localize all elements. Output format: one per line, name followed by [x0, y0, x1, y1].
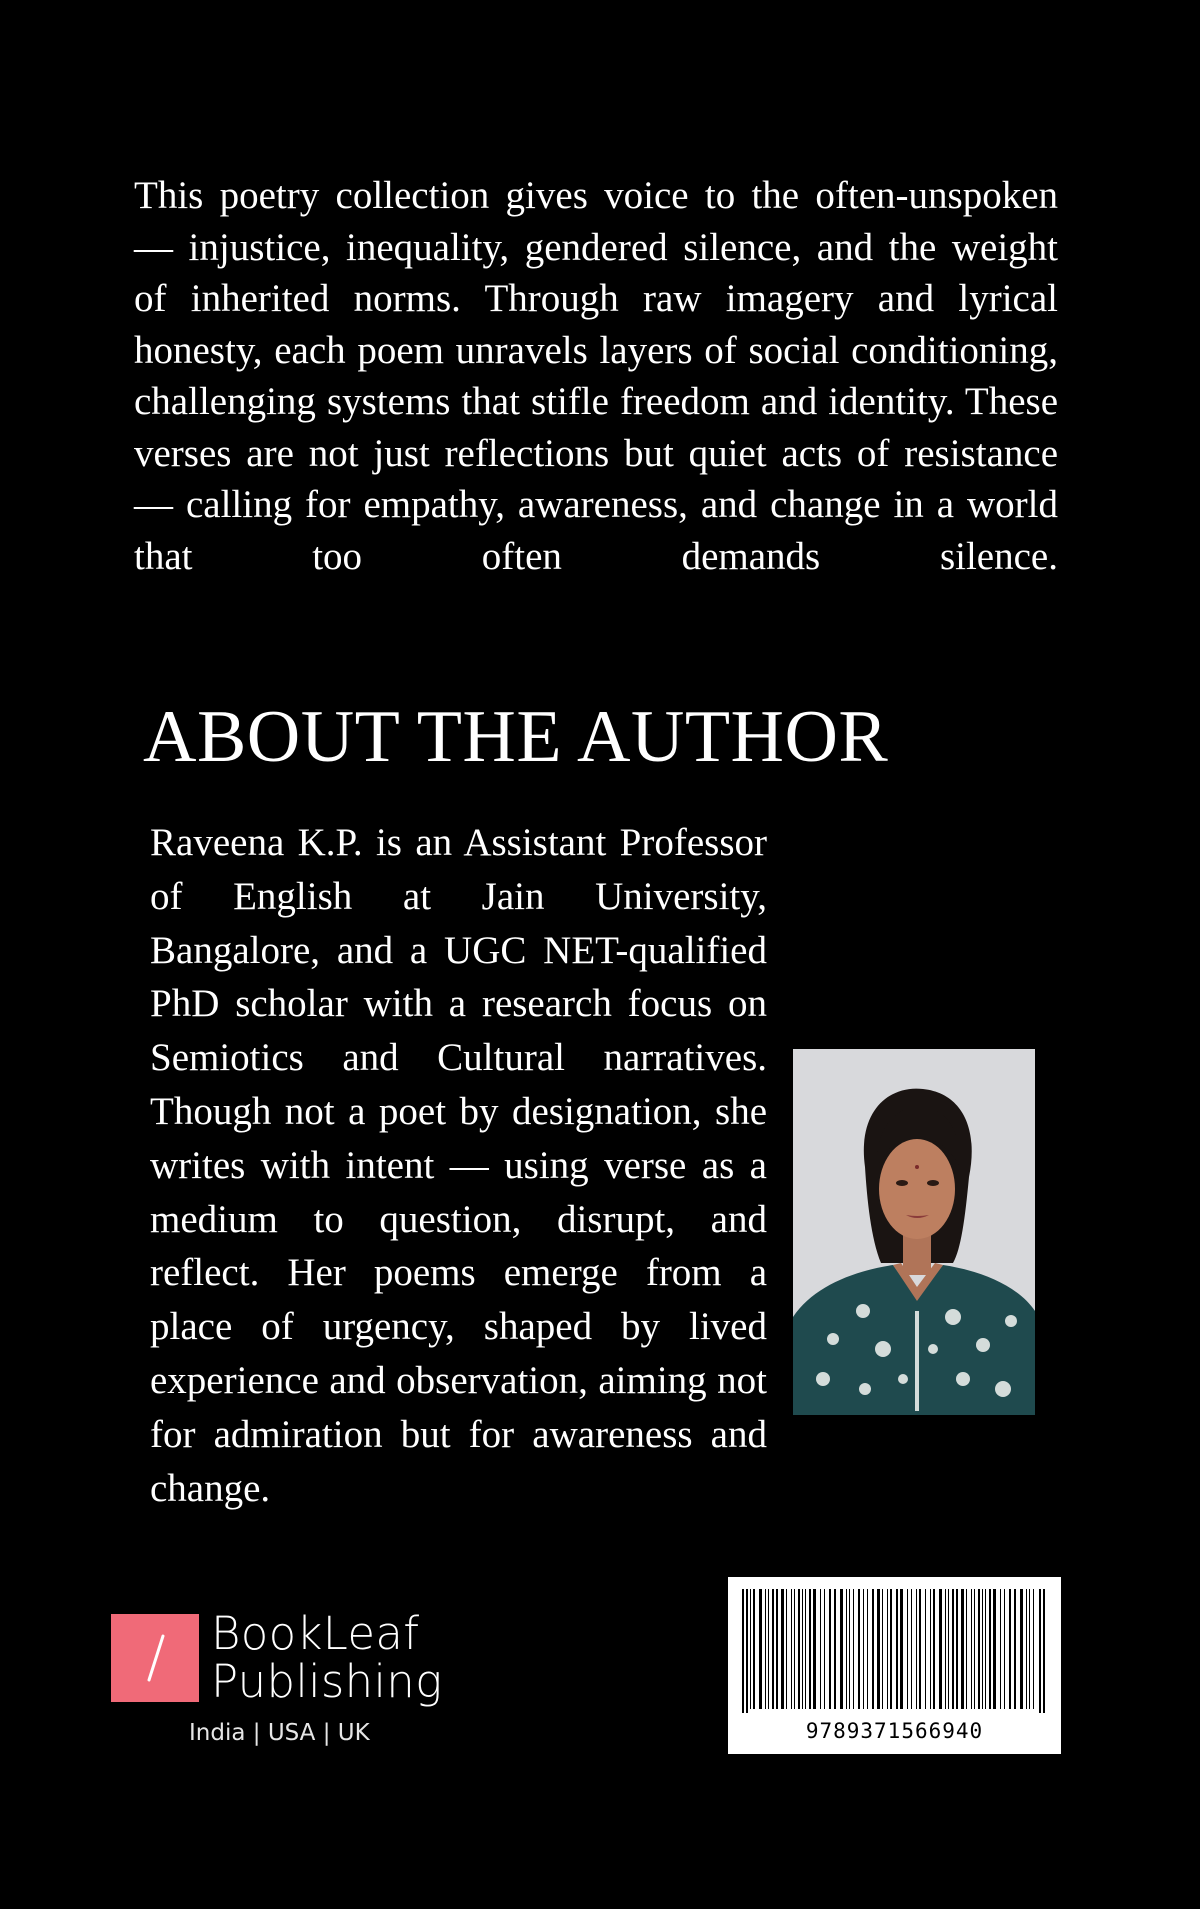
barcode-bar: [820, 1589, 821, 1709]
barcode-bar: [798, 1589, 800, 1709]
barcode-bar: [966, 1589, 967, 1709]
barcode-bar: [930, 1589, 931, 1709]
barcode-bar: [802, 1589, 803, 1709]
barcode-bar: [853, 1589, 854, 1709]
barcode-bar: [1014, 1589, 1016, 1709]
barcode-bar: [834, 1589, 836, 1709]
barcode-bar: [1000, 1589, 1001, 1709]
barcode-bar: [1026, 1589, 1027, 1709]
author-bio: Raveena K.P. is an Assistant Professor of English at Jain University, Bangalore, and a UGC NET-qualified PhD scholar with a research focus on Semiotics and Cultural narratives. Though not a poet by designation, she writes with intent — using verse as a medium to question, disrupt, and reflect. Her poems emerge from a place of urgency, shaped by lived experience and observation, aiming not for admiration but for awareness and change.: [150, 821, 767, 1510]
isbn-number: 9789371566940: [805, 1719, 984, 1743]
barcode-bar: [882, 1589, 883, 1709]
barcode-bar: [809, 1589, 811, 1709]
author-photo: [793, 1049, 1035, 1415]
barcode-bar: [846, 1589, 847, 1709]
publisher-logo: [111, 1607, 451, 1760]
barcode-bar: [1009, 1589, 1011, 1709]
publisher-name: [211, 1607, 443, 1708]
barcode-bar: [753, 1589, 755, 1709]
publisher-name-line2: Publishing: [211, 1655, 443, 1708]
barcode-bar: [974, 1589, 975, 1709]
barcode-bar: [982, 1589, 983, 1709]
barcode-bar: [948, 1589, 949, 1709]
publisher-name-line1: BookLeaf: [211, 1607, 420, 1660]
barcode-bar: [867, 1589, 868, 1709]
barcode-bar: [907, 1589, 908, 1709]
barcode-bar: [813, 1589, 816, 1709]
barcode-bar: [989, 1589, 991, 1709]
barcode-bar: [1043, 1589, 1045, 1713]
barcode-bar: [993, 1589, 996, 1709]
barcode-bar: [858, 1589, 860, 1709]
publisher-regions: India | USA | UK: [189, 1720, 370, 1746]
barcode-bar: [768, 1589, 769, 1709]
barcode-bars: [728, 1577, 1061, 1717]
barcode-bar: [791, 1589, 792, 1709]
barcode-bar: [1004, 1589, 1005, 1709]
barcode-bar: [1039, 1589, 1041, 1713]
barcode-bar: [750, 1589, 751, 1709]
barcode-bar: [1020, 1589, 1023, 1709]
barcode-bar: [925, 1589, 926, 1709]
barcode-bar: [985, 1589, 986, 1709]
barcode-bar: [890, 1589, 892, 1709]
barcode-bar: [794, 1589, 795, 1709]
barcode-bar: [961, 1589, 964, 1709]
barcode-bar: [945, 1589, 946, 1709]
barcode-bar: [877, 1589, 880, 1709]
slash-icon: [111, 1614, 199, 1702]
barcode-bar: [824, 1589, 825, 1709]
barcode-bar: [849, 1589, 850, 1709]
barcode-bar: [742, 1589, 744, 1713]
barcode-bar: [786, 1589, 787, 1709]
barcode-bar: [872, 1589, 874, 1709]
barcode-bar: [1029, 1589, 1030, 1709]
barcode-bar: [776, 1589, 778, 1709]
barcode-bar: [772, 1589, 774, 1709]
barcode-bar: [863, 1589, 864, 1709]
barcode-bar: [840, 1589, 843, 1709]
barcode-bar: [919, 1589, 921, 1709]
barcode-bar: [1033, 1589, 1034, 1709]
barcode-bar: [887, 1589, 888, 1709]
barcode-bar: [765, 1589, 766, 1709]
barcode-bar: [896, 1589, 898, 1709]
isbn-barcode: [728, 1577, 1061, 1754]
barcode-bar: [746, 1589, 748, 1713]
book-blurb: This poetry collection gives voice to the often-unspoken — injustice, inequality, gendered silence, and the weight of inherited norms. Through raw imagery and lyrical honesty, each poem unravels layers of social conditioning, challenging systems that stifle freedom and identity. These verses are not just reflections but quiet acts of resistance — calling for empathy, awareness, and change in a world that too often demands silence.: [134, 174, 1058, 578]
barcode-bar: [781, 1589, 784, 1709]
barcode-bar: [916, 1589, 917, 1709]
barcode-bar: [952, 1589, 954, 1709]
barcode-bar: [805, 1589, 806, 1709]
slash-icon-glyph: [111, 1614, 199, 1702]
barcode-bar: [978, 1589, 980, 1709]
author-portrait-illustration: [793, 1049, 1035, 1415]
barcode-bar: [759, 1589, 762, 1709]
barcode-bar: [829, 1589, 831, 1709]
about-author-heading: ABOUT THE AUTHOR: [143, 696, 889, 778]
barcode-bar: [956, 1589, 958, 1709]
barcode-bar: [971, 1589, 972, 1709]
barcode-bar: [911, 1589, 912, 1709]
barcode-bar: [939, 1589, 942, 1709]
barcode-bar: [900, 1589, 903, 1709]
barcode-bar: [933, 1589, 935, 1709]
